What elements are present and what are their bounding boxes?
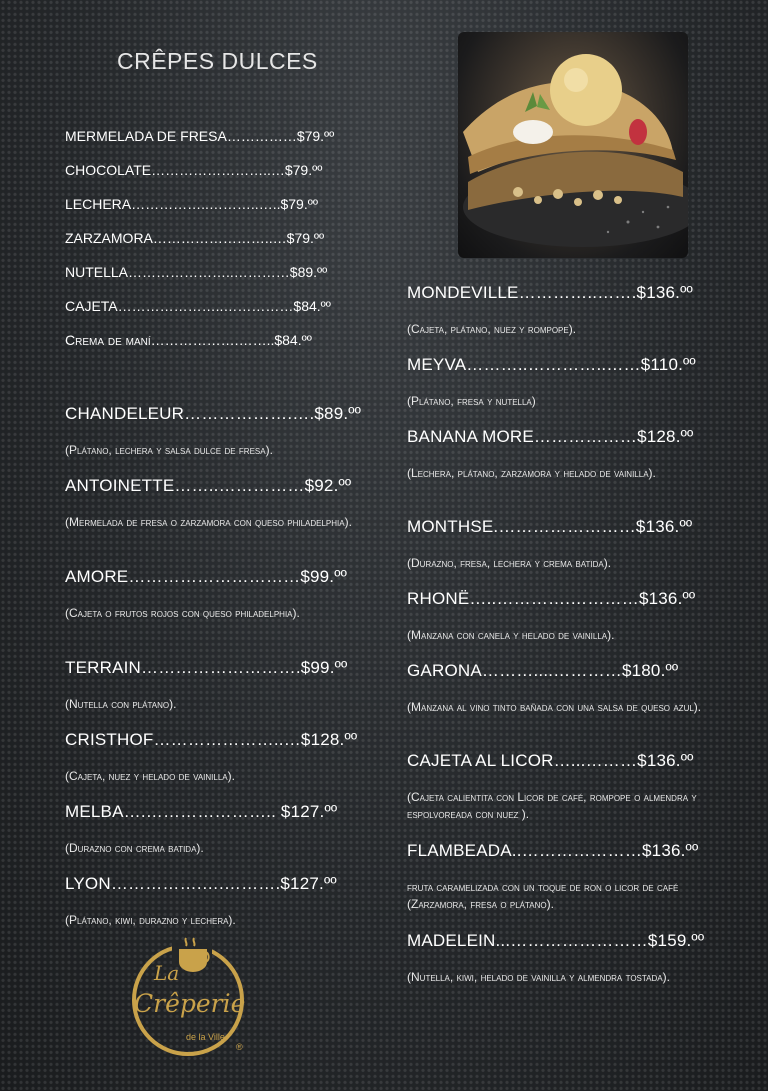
item-name: CHANDELEUR……………….….$89.ºº [65,404,362,423]
menu-item: CHOCOLATE……………………..…$79.ºº [65,162,323,178]
item-description: (Manzana con canela y helado de vainilla). [407,628,615,642]
menu-item [407,751,717,841]
item-description: (Plátano, lechera y salsa dulce de fresa). [65,443,273,457]
menu-item [65,476,377,567]
item-description: (Durazno con crema batida). [65,841,204,855]
menu-item [407,841,717,931]
menu-item [65,567,377,658]
menu-title: CRÊPES DULCES [117,48,318,74]
crepe-dessert-image [458,32,688,258]
item-name: FLAMBEADA..…………………$136.ºº [407,841,699,860]
item-name: MELBA….………………….. $127.ºº [65,802,338,821]
menu-item [407,283,717,355]
menu-item [407,589,717,661]
item-name: ANTOINETTE……..……………$92.ºº [65,476,352,495]
item-description: (Plátano, kiwi, durazno y lechera). [65,913,236,927]
menu-item [65,802,377,874]
item-description: (Plátano, fresa y nutella) [407,394,536,408]
item-name: MONDEVILLE…………..…….$136.ºº [407,283,693,302]
menu-item [65,730,377,802]
item-name: MEYVA………..…………..……$110.ºº [407,355,696,374]
logo-line2: Crêperie [134,989,246,1018]
item-name: RHONË…..………….…………$136.ºº [407,589,696,608]
menu-item: Crema de maní……………….……..$84.ºº [65,332,312,348]
specialty-crepes-left [65,404,377,946]
menu-item [407,427,717,517]
menu-item [65,658,377,730]
item-name: GARONA………....…………$180.ºº [407,661,679,680]
menu-item [407,661,717,751]
item-name: TERRAIN……………………….$99.ºº [65,658,348,677]
menu-item [407,931,717,1021]
menu-item [407,517,717,589]
specialty-crepes-right [407,283,717,1021]
item-description: fruta caramelizada con un toque de ron o licor de café (Zarzamora, fresa o plátano). [407,880,679,911]
logo-line3: de la Ville [186,1032,225,1042]
logo-line1: La [154,961,180,985]
item-description: (Lechera, plátano, zarzamora y helado de vainilla). [407,466,656,480]
menu-item: NUTELLA…………………..…………$89.ºº [65,264,328,280]
menu-item: ZARZAMORA……………………..…$79.ºº [65,230,325,246]
item-name: AMORE…………………………$99.ºº [65,567,348,586]
menu-item: MERMELADA DE FRESA……………$79.ºº [65,128,335,144]
item-description: (Cajeta, plátano, nuez y rompope). [407,322,577,336]
item-name: BANANA MORE………………$128.ºº [407,427,694,446]
registered-mark: ® [236,1042,243,1052]
crepe-photo [458,32,688,258]
item-description: (Nutella, kiwi, helado de vainilla y almendra tostada). [407,970,670,984]
simple-crepes-list [65,128,377,366]
menu-item [65,404,377,476]
item-name: MONTHSE.……………………$136.ºº [407,517,693,536]
item-description: (Nutella con plátano). [65,697,177,711]
menu-item: LECHERA……………..………..…..$79.ºº [65,196,318,212]
item-description: (Cajeta calientita con Licor de café, rompope o almendra y espolvoreada con nuez ). [407,790,697,821]
item-name: CRISTHOF…………………..…$128.ºº [65,730,358,749]
item-description: (Manzana al vino tinto bañada con una salsa de queso azul). [407,700,702,714]
item-description: (Mermelada de fresa o zarzamora con queso philadelphia). [65,515,352,529]
item-description: (Cajeta, nuez y helado de vainilla). [65,769,235,783]
item-description: (Durazno, fresa, lechera y crema batida). [407,556,612,570]
item-name: CAJETA AL LICOR…...………$136.ºº [407,751,694,770]
item-name: LYON…………….….……….$127.ºº [65,874,337,893]
creperie-logo [128,932,252,1062]
menu-item: CAJETA…………………..……………$84.ºº [65,298,331,314]
menu-item [407,355,717,427]
item-description: (Cajeta o frutos rojos con queso philadelphia). [65,606,300,620]
item-name: MADELEIN...……………………$159.ºº [407,931,705,950]
